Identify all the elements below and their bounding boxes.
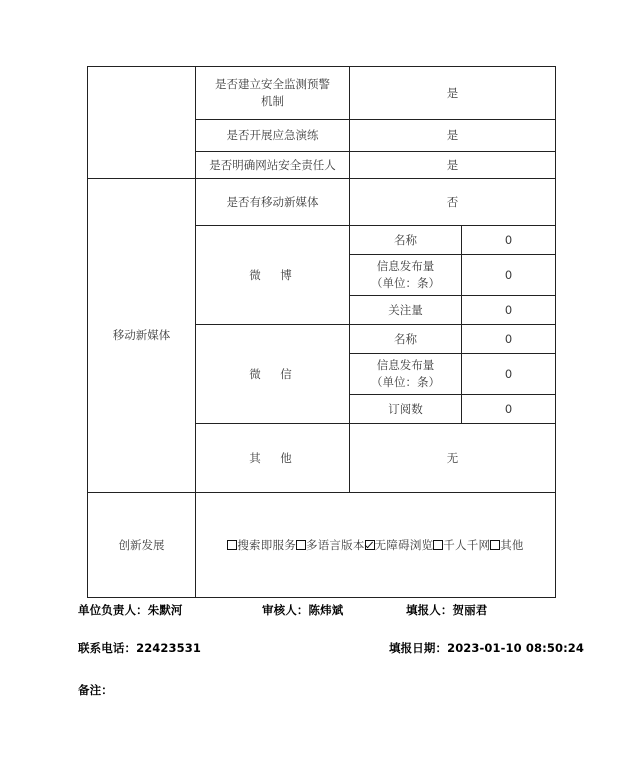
sub-label-line-1: 信息发布量 — [376, 358, 435, 373]
value-cell-has-mobile-media: 否 — [350, 179, 556, 226]
sub-value-weibo-post-count: 0 — [462, 255, 556, 296]
phone-value: 22423531 — [136, 641, 202, 655]
website-annual-report-table — [87, 66, 556, 598]
sub-label-line-1: 信息发布量 — [376, 259, 435, 274]
checkbox-option-other[interactable] — [490, 537, 523, 554]
sub-value-weibo-name: 0 — [462, 226, 556, 255]
item-label-emergency-drill: 是否开展应急演练 — [196, 120, 350, 152]
sub-label-weibo-followers: 关注量 — [350, 296, 462, 325]
sub-label-line-2: （单位：条） — [371, 375, 440, 389]
item-label-has-mobile-media: 是否有移动新媒体 — [196, 179, 350, 226]
remark-field: 备注： — [78, 683, 113, 697]
value-cell-other-media: 无 — [350, 424, 556, 493]
reporter-value: 贺丽君 — [452, 603, 488, 617]
table-row — [88, 67, 556, 120]
checkbox-label: 搜索即服务 — [237, 537, 296, 552]
reporter-field — [406, 602, 487, 618]
sub-label-weixin-post-count — [350, 354, 462, 395]
checkbox-icon[interactable] — [433, 540, 443, 550]
report-date-field — [389, 640, 584, 656]
item-line-2: 机制 — [261, 94, 284, 108]
checkbox-label: 其他 — [500, 537, 524, 552]
item-label-security-owner: 是否明确网站安全责任人 — [196, 152, 350, 179]
sub-value-weixin-post-count: 0 — [462, 354, 556, 395]
checkbox-icon[interactable] — [490, 540, 500, 550]
table-row — [88, 179, 556, 226]
checkbox-icon[interactable] — [227, 540, 237, 550]
sub-label-weixin-subscribers: 订阅数 — [350, 395, 462, 424]
checkbox-option-multilingual[interactable] — [296, 537, 365, 554]
report-footer — [0, 594, 633, 697]
group-label-weixin: 微 信 — [196, 325, 350, 424]
category-cell-innovation: 创新发展 — [88, 493, 196, 598]
category-cell-empty-top — [88, 67, 196, 179]
reviewer-label: 审核人： — [262, 603, 309, 617]
value-cell-safety-warning-mechanism: 是 — [350, 67, 556, 120]
checkbox-label: 千人千网 — [443, 537, 491, 552]
group-label-other-media: 其 他 — [196, 424, 350, 493]
reviewer-value: 陈炜斌 — [308, 603, 344, 617]
sub-label-weixin-name: 名称 — [350, 325, 462, 354]
innovation-checkbox-group — [227, 537, 523, 554]
sub-value-weibo-followers: 0 — [462, 296, 556, 325]
checkbox-option-search-as-service[interactable] — [227, 537, 296, 554]
checkbox-option-personalized-web[interactable] — [433, 537, 490, 554]
reporter-label: 填报人： — [406, 603, 453, 617]
innovation-options-cell — [196, 493, 556, 598]
report-date-value: 2023-01-10 08:50:24 — [447, 641, 585, 655]
item-label-safety-warning-mechanism — [196, 67, 350, 120]
sub-label-weibo-post-count — [350, 255, 462, 296]
sub-value-weixin-name: 0 — [462, 325, 556, 354]
footer-row-people — [0, 594, 633, 697]
sub-label-weibo-name: 名称 — [350, 226, 462, 255]
checkbox-checked-icon[interactable] — [365, 540, 375, 550]
unit-head-value: 朱默河 — [147, 603, 183, 617]
checkbox-icon[interactable] — [296, 540, 306, 550]
sub-value-weixin-subscribers: 0 — [462, 395, 556, 424]
phone-field — [78, 640, 201, 656]
phone-label: 联系电话： — [78, 641, 137, 655]
unit-head-label: 单位负责人： — [78, 603, 148, 617]
sub-label-line-2: （单位：条） — [371, 276, 440, 290]
checkbox-label: 无障碍浏览 — [374, 537, 434, 552]
unit-head-field — [78, 602, 183, 618]
table-row — [88, 493, 556, 598]
category-cell-mobile-media: 移动新媒体 — [88, 179, 196, 493]
checkbox-option-accessibility[interactable] — [365, 537, 434, 554]
value-cell-emergency-drill: 是 — [350, 120, 556, 152]
reviewer-field — [262, 602, 343, 618]
report-date-label: 填报日期： — [389, 641, 448, 655]
item-line-1: 是否建立安全监测预警 — [215, 77, 330, 92]
group-label-weibo: 微 博 — [196, 226, 350, 325]
checkbox-label: 多语言版本 — [305, 537, 365, 552]
value-cell-security-owner: 是 — [350, 152, 556, 179]
